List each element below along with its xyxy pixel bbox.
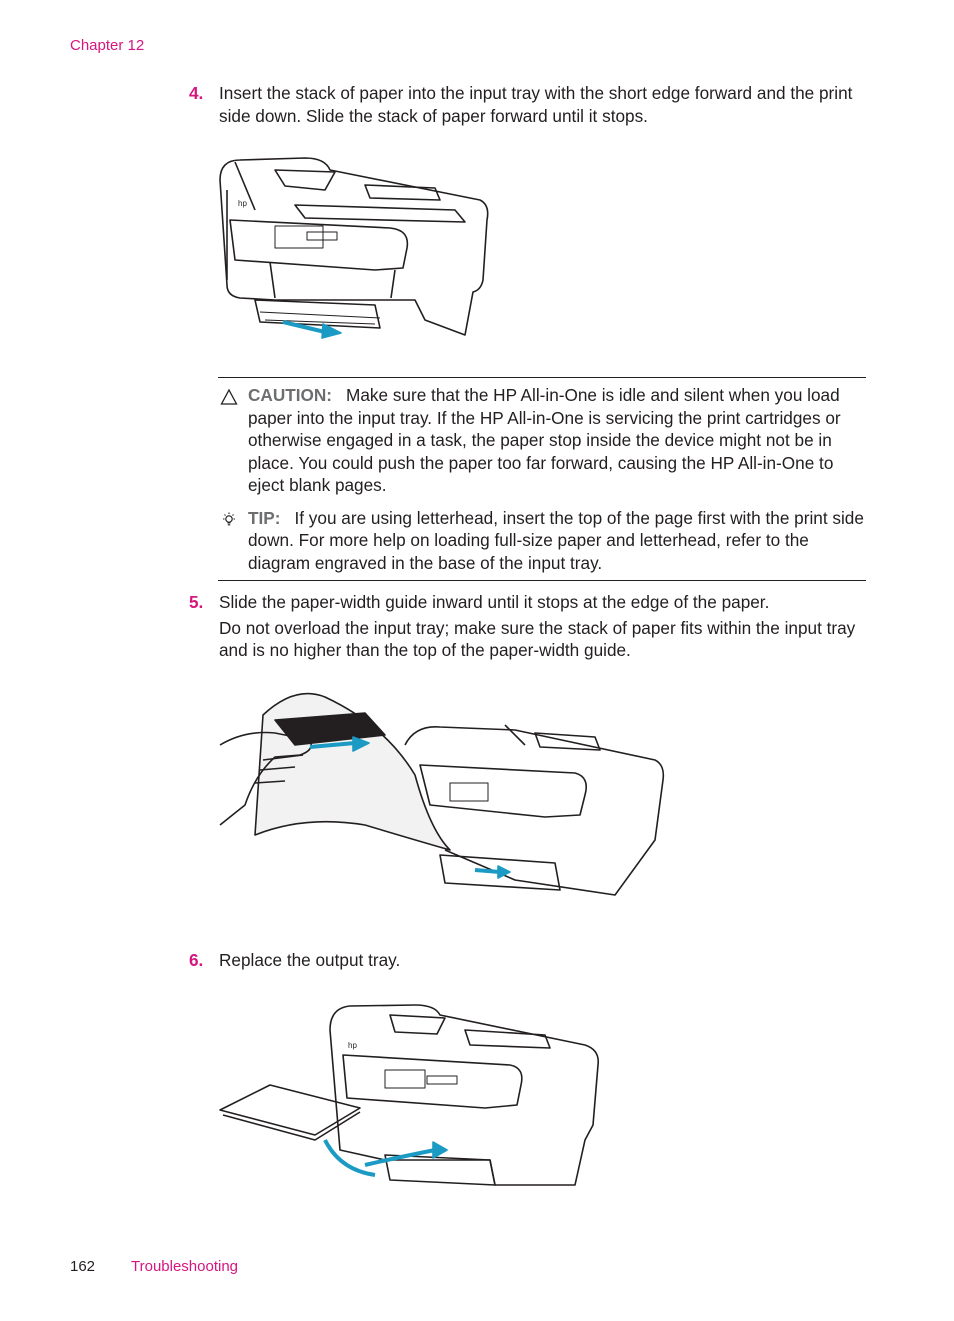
- footer-section: Troubleshooting: [131, 1258, 239, 1275]
- tip-label: TIP:: [248, 507, 281, 528]
- page-number-text: 162: [70, 1258, 96, 1275]
- step-number: 5.: [189, 592, 204, 612]
- step-text: Insert the stack of paper into the input tray with the short edge forward and the print side down. Slide the stack of paper forward until it stops.: [219, 83, 853, 126]
- chapter-header: Chapter 12: [70, 37, 145, 54]
- caution-triangle-icon: [220, 388, 238, 406]
- printer-load-paper-illustration: [215, 150, 495, 348]
- tip-text: If you are using letterhead, insert the top of the page first with the print side down. For more help on loading full-size paper and letterhead, refer to the diagram engraved in the base of the input tray.: [248, 507, 864, 573]
- page-number: [70, 1258, 95, 1275]
- caution-label: CAUTION:: [248, 385, 333, 405]
- step-6: [189, 949, 869, 972]
- svg-text:hp: hp: [238, 199, 247, 208]
- notes-block: [218, 377, 866, 581]
- caution-note: [218, 384, 866, 497]
- step-text: Slide the paper-width guide inward until it stops at the edge of the paper.: [219, 592, 770, 612]
- step-number: 6.: [189, 950, 204, 970]
- lightbulb-icon: [220, 511, 238, 529]
- step-subtext: Do not overload the input tray; make sure the stack of paper fits within the input tray and is no higher than the top of the paper-width guide.: [219, 617, 856, 660]
- paper-width-guide-illustration: [215, 685, 670, 913]
- step-number: 4.: [189, 83, 204, 103]
- step-4: [189, 82, 869, 127]
- step-text: Replace the output tray.: [219, 950, 401, 970]
- caution-text: Make sure that the HP All-in-One is idle and silent when you load paper into the input tray. If the HP All-in-One is servicing the print cartridges or otherwise engaged in a task, the paper stop inside the device might not be in place. You could push the paper too far forward, causing the HP All-in-One to eject blank pages.: [248, 385, 841, 495]
- replace-output-tray-illustration: [215, 1000, 607, 1192]
- tip-note: [218, 507, 866, 575]
- svg-text:hp: hp: [348, 1041, 357, 1050]
- step-5: [189, 591, 869, 665]
